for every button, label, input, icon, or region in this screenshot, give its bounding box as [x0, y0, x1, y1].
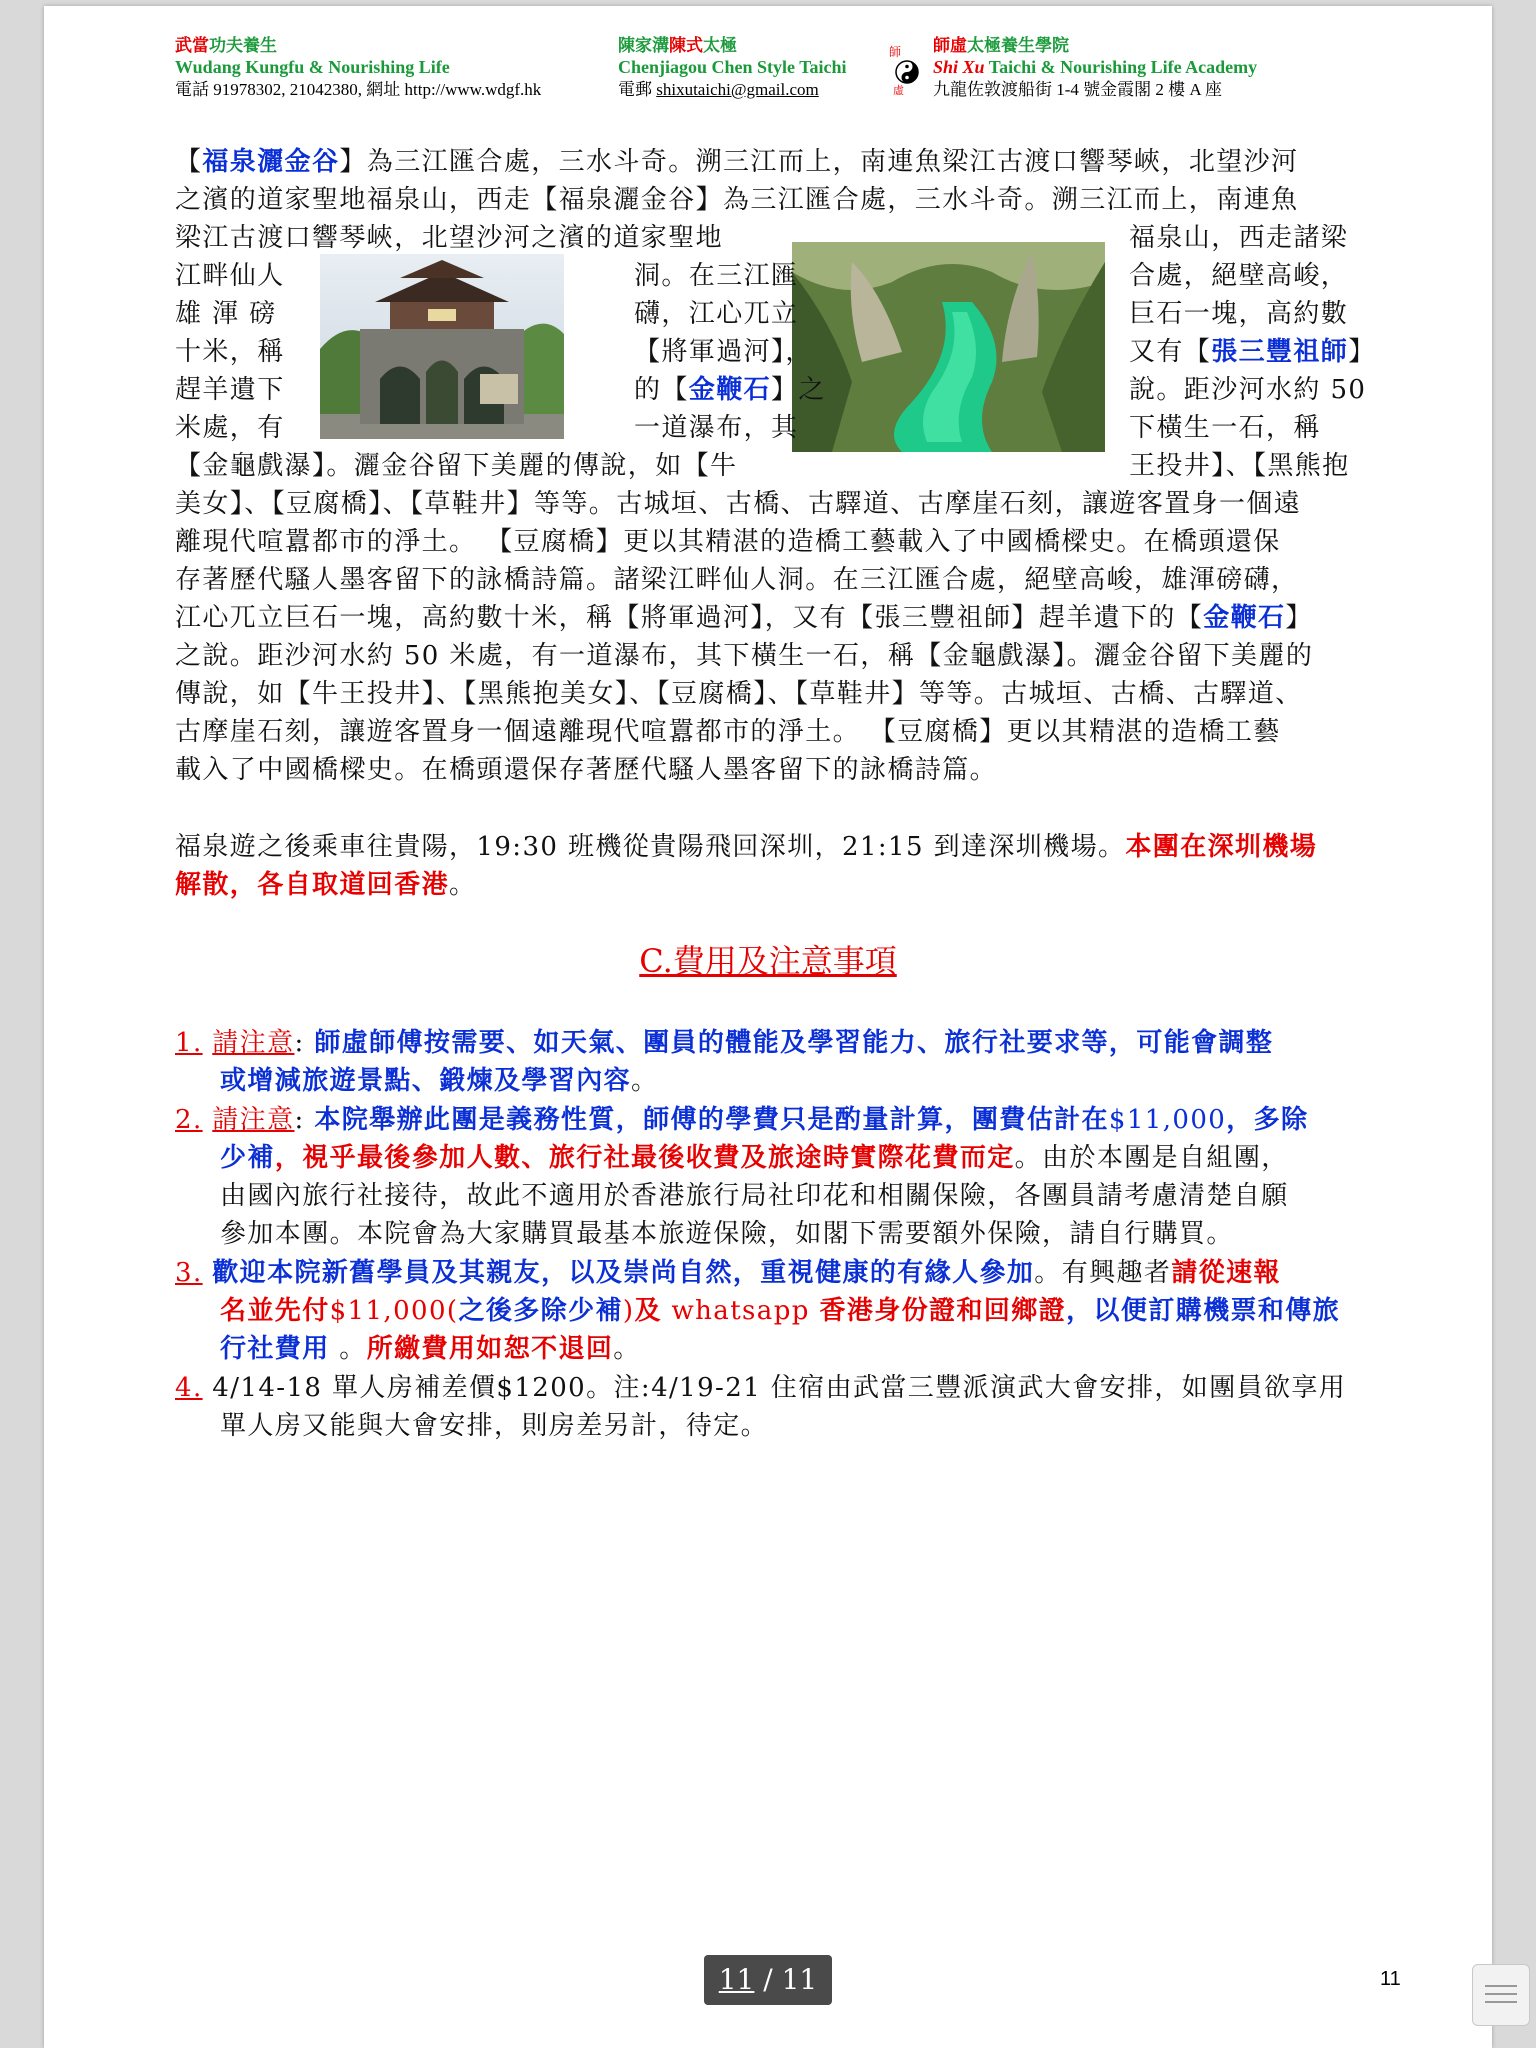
valley-river-photo [792, 242, 1105, 452]
para1-line-1: 【福泉灑金谷】為三江匯合處，三水斗奇。溯三江而上，南連魚梁江古渡口響琴峽，北望沙河 [175, 147, 1299, 177]
para1-line-5c: 巨石一塊，高約數 [1129, 299, 1349, 329]
para1-line-5a: 雄 渾 磅 [175, 299, 277, 329]
menu-icon-bar [1485, 1993, 1517, 1995]
item-2-line-4: 參加本團。本院會為大家購買最基本旅遊保險，如閣下需要額外保險，請自行購買。 [220, 1219, 1234, 1249]
para1-line-8b: 一道瀑布，其 [634, 413, 799, 443]
header-wudang [175, 36, 541, 102]
para1-line-13: 江心兀立巨石一塊，高約數十米，稱【將軍過河】，又有【張三豐祖師】趕羊遺下的【金鞭石】 [175, 603, 1313, 633]
section-heading-fees: C.費用及注意事項 [639, 942, 897, 980]
header-address: 九龍佐敦渡船街 1-4 號金霞閣 2 樓 A 座 [933, 80, 1222, 99]
header-email: 電郵 shixutaichi@gmail.com [618, 80, 819, 99]
item-1-line-1: 1. 請注意: 師虛師傅按需要、如天氣、團員的體能及學習能力、旅行社要求等，可能會調整 [175, 1028, 1274, 1058]
header-chenjiagou-title: 陳家溝陳式太極 [618, 36, 737, 55]
para1-line-5b: 礴，江心兀立 [634, 299, 799, 329]
item-2-line-1: 2. 請注意: 本院舉辦此團是義務性質，師傅的學費只是酌量計算，團費估計在$11,000，多除 [175, 1105, 1309, 1135]
taichi-logo-icon [887, 42, 927, 96]
para1-line-7a: 趕羊遺下 [175, 375, 285, 405]
menu-icon-bar [1485, 1985, 1517, 1987]
current-page[interactable]: 11 [718, 1963, 755, 1996]
para1-line-12: 存著歷代騷人墨客留下的詠橋詩篇。諸梁江畔仙人洞。在三江匯合處，絕壁高峻，雄渾磅礴， [175, 565, 1299, 595]
item-1-line-2: 或增減旅遊景點、鍛煉及學習內容。 [220, 1066, 659, 1096]
page-indicator[interactable]: 11 / 11 [704, 1955, 832, 2005]
item-3-line-1: 3. 歡迎本院新舊學員及其親友，以及崇尚自然，重視健康的有緣人參加。有興趣者請從速報 [175, 1258, 1281, 1288]
svg-text:師: 師 [889, 45, 902, 59]
page-number: 11 [1380, 1968, 1401, 1990]
para1-line-10: 美女】、【豆腐橋】、【草鞋井】等等。古城垣、古橋、古驛道、古摩崖石刻，讓遊客置身一個遠 [175, 489, 1302, 519]
header-academy-title: 師虛太極養生學院 [933, 36, 1069, 55]
header-wudang-title: 武當功夫養生 [175, 36, 277, 55]
menu-button[interactable] [1472, 1964, 1530, 2026]
para1-line-11: 離現代喧囂都市的淨土。 【豆腐橋】更以其精湛的造橋工藝載入了中國橋樑史。在橋頭還保 [175, 527, 1281, 557]
para1-line-9a: 【金龜戲瀑】。灑金谷留下美麗的傳說，如【牛 [175, 451, 738, 481]
item-4-line-2: 單人房又能與大會安排，則房差另計，待定。 [220, 1411, 769, 1441]
item-2-line-2: 少補，視乎最後參加人數、旅行社最後收費及旅途時實際花費而定。由於本團是自組團， [220, 1143, 1289, 1173]
svg-text:虛: 虛 [893, 84, 904, 96]
item-3-line-2: 名並先付$11,000(之後多除少補)及 whatsapp 香港身份證和回鄉證，以便訂購機票和傳旅 [220, 1296, 1341, 1326]
para2-line-2: 解散，各自取道回香港。 [175, 870, 477, 900]
header-chenjiagou-en: Chenjiagou Chen Style Taichi [618, 57, 847, 77]
para1-line-14: 之說。距沙河水約 50 米處，有一道瀑布，其下橫生一石，稱【金龜戲瀑】。灑金谷留下美麗的 [175, 641, 1314, 671]
menu-icon-bar [1485, 2001, 1517, 2003]
para1-line-17: 載入了中國橋樑史。在橋頭還保存著歷代騷人墨客留下的詠橋詩篇。 [175, 755, 998, 785]
para1-line-2: 之濱的道家聖地福泉山，西走【福泉灑金谷】為三江匯合處，三水斗奇。溯三江而上，南連魚 [175, 185, 1299, 215]
item-3-line-3: 行社費用 。所繳費用如恕不退回。 [220, 1334, 641, 1364]
para1-line-6b: 【將軍過河】， [634, 337, 813, 367]
header-wudang-en: Wudang Kungfu & Nourishing Life [175, 57, 450, 77]
para1-line-4b: 洞。在三江匯 [634, 261, 799, 291]
para1-line-6c: 又有【張三豐祖師】 [1129, 337, 1376, 367]
email-link[interactable]: shixutaichi@gmail.com [656, 80, 819, 99]
total-pages: 11 [781, 1963, 818, 1996]
item-2-line-3: 由國內旅行社接待，故此不適用於香港旅行局社印花和相關保險，各團員請考慮清楚自願 [220, 1181, 1289, 1211]
para1-line-4a: 江畔仙人 [175, 261, 285, 291]
header-chenjiagou [618, 36, 847, 102]
document-page [44, 6, 1492, 2048]
para1-line-15: 傳說，如【牛王投井】、【黑熊抱美女】、【豆腐橋】、【草鞋井】等等。古城垣、古橋、古驛道、 [175, 679, 1303, 709]
para1-line-7b: 的【金鞭石】之 [634, 375, 826, 405]
para1-line-8c: 下橫生一石，稱 [1129, 413, 1321, 443]
city-gate-photo [320, 254, 564, 439]
para1-line-8a: 米處，有 [175, 413, 285, 443]
header-academy [933, 36, 1257, 102]
para1-line-16: 古摩崖石刻，讓遊客置身一個遠離現代喧囂都市的淨土。 【豆腐橋】更以其精湛的造橋工藝 [175, 717, 1281, 747]
header-academy-en: Shi Xu Taichi & Nourishing Life Academy [933, 57, 1258, 77]
para1-line-7c: 說。距沙河水約 50 [1129, 375, 1367, 405]
para1-line-3c: 福泉山，西走諸梁 [1129, 223, 1349, 253]
header-wudang-contact: 電話 91978302, 21042380, 網址 http://www.wdgf.hk [175, 80, 542, 99]
para1-line-4c: 合處，絕壁高峻， [1129, 261, 1349, 291]
para1-line-3a: 梁江古渡口響琴峽，北望沙河之濱的道家聖地 [175, 223, 724, 253]
para1-line-6a: 十米，稱 [175, 337, 285, 367]
para1-line-9c: 王投井】、【黑熊抱 [1129, 451, 1350, 481]
item-4-line-1: 4. 4/14-18 單人房補差價$1200。注:4/19-21 住宿由武當三豐派演武大會安排，如團員欲享用 [175, 1373, 1347, 1403]
para2-line-1: 福泉遊之後乘車往貴陽，19:30 班機從貴陽飛回深圳，21:15 到達深圳機場。本團在深圳機場 [175, 832, 1318, 862]
